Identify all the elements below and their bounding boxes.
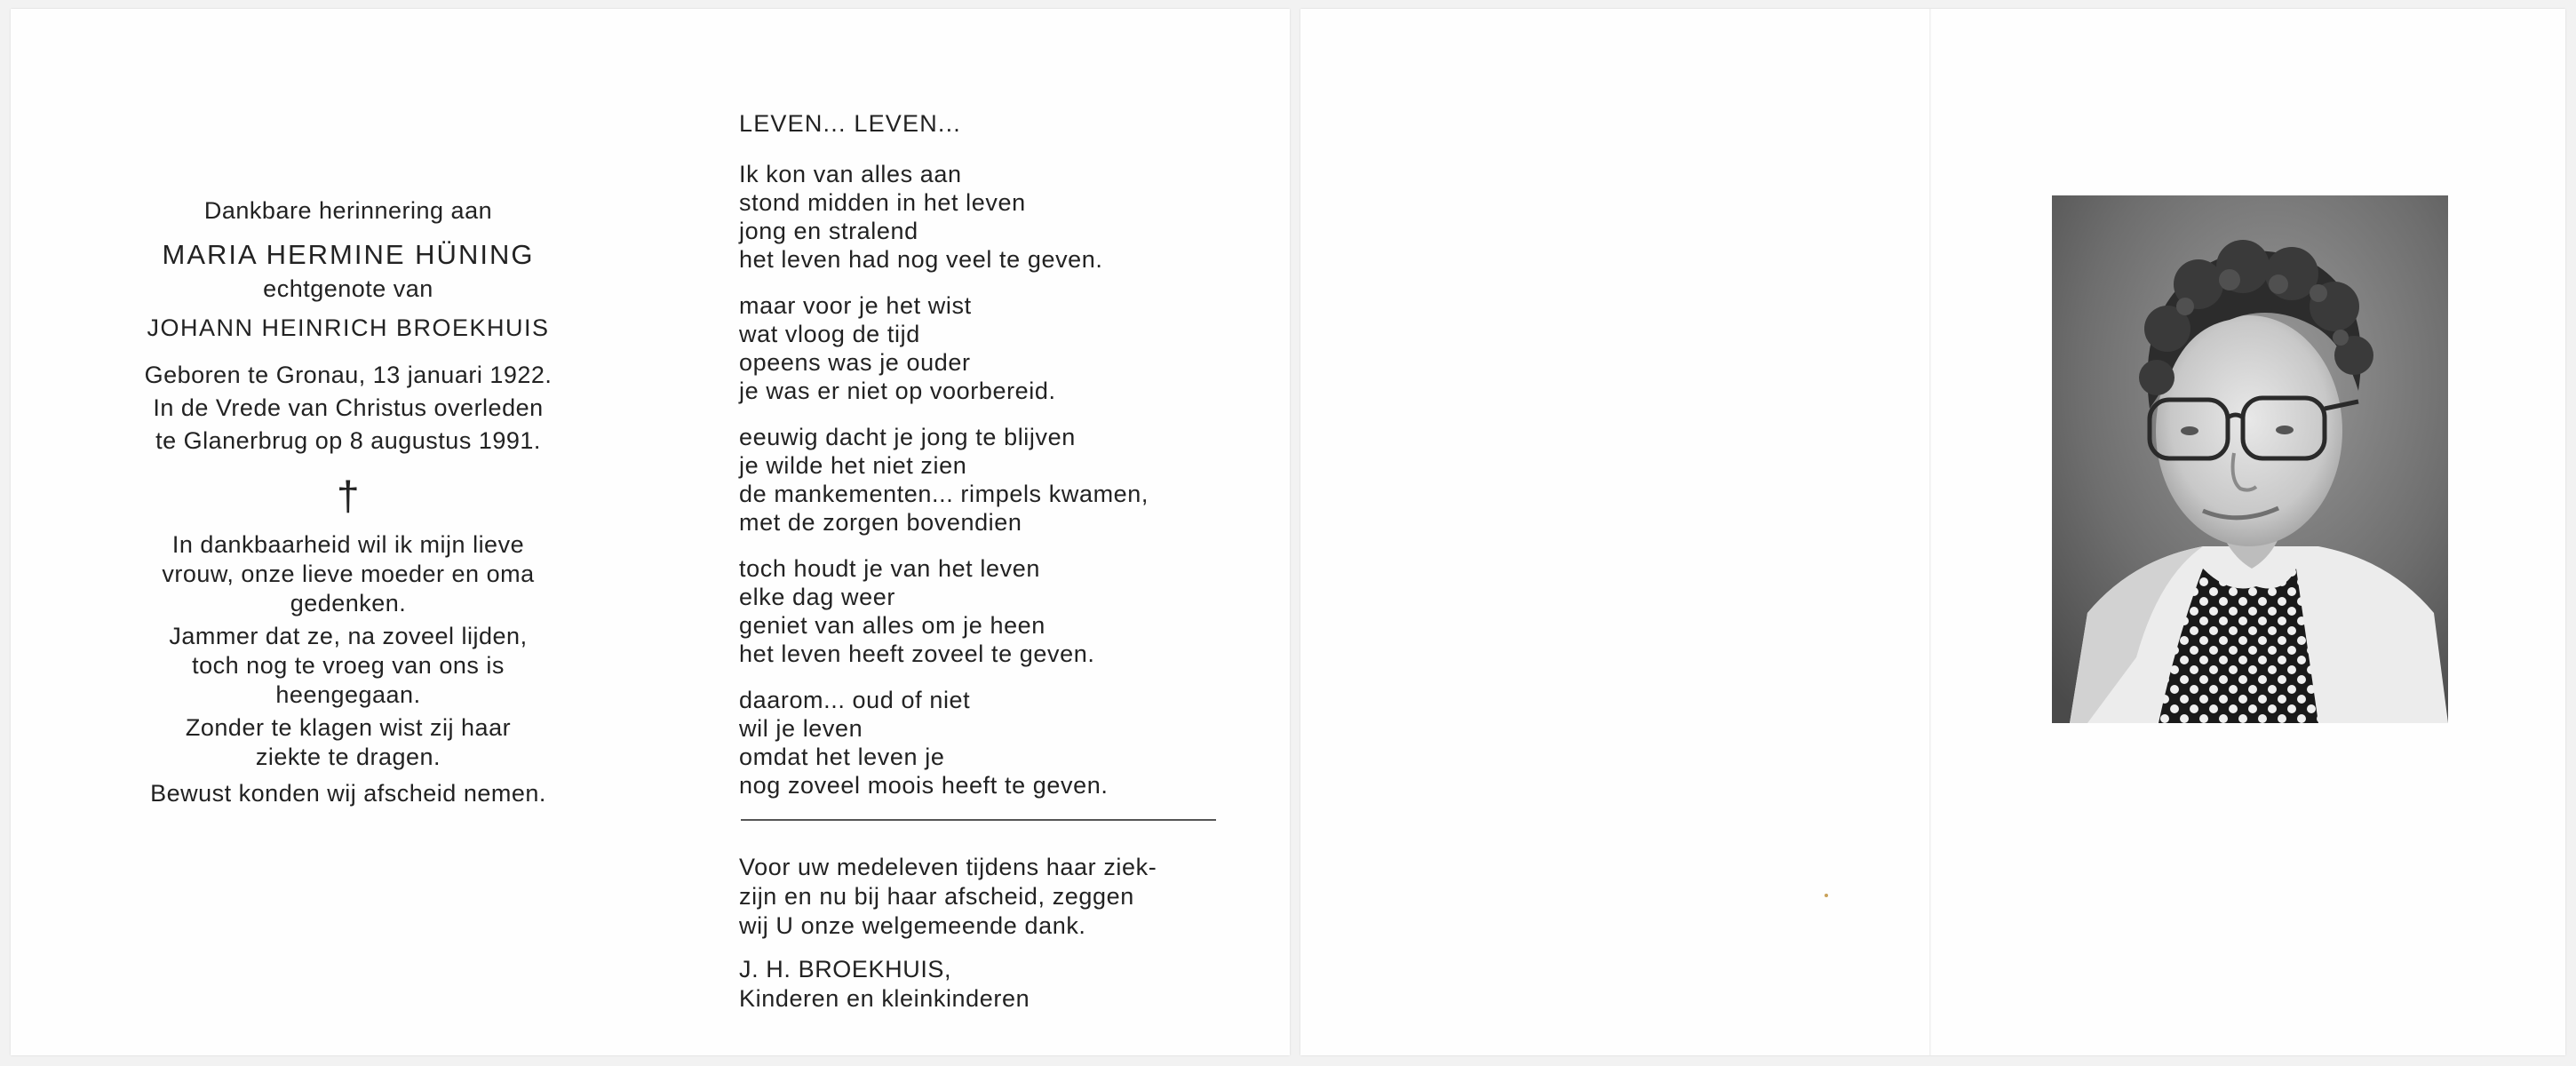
- divider: [741, 819, 1216, 821]
- deceased-name: MARIA HERMINE HÜNING: [162, 239, 535, 270]
- poem-line: omdat het leven je: [739, 744, 945, 770]
- poem-line: wil je leven: [739, 715, 863, 742]
- poem-stanza-5: [739, 686, 1236, 800]
- paragraph-line: ziekte te dragen.: [255, 744, 441, 770]
- poem-line: stond midden in het leven: [739, 189, 1026, 216]
- poem-stanza-1: [739, 160, 1236, 274]
- poem-line: nog zoveel moois heeft te geven.: [739, 772, 1109, 799]
- poem-line: de mankementen... rimpels kwamen,: [739, 481, 1149, 507]
- memorial-card-inside: [11, 9, 1290, 1055]
- paper-speck: [1825, 894, 1828, 897]
- poem-line: elke dag weer: [739, 584, 895, 610]
- poem-line: Ik kon van alles aan: [739, 161, 962, 187]
- thanks-line: wij U onze welgemeende dank.: [739, 912, 1086, 939]
- paragraph-line: toch nog te vroeg van ons is: [192, 652, 505, 679]
- signature-family: Kinderen en kleinkinderen: [739, 985, 1030, 1012]
- thanks-line: zijn en nu bij haar afscheid, zeggen: [739, 883, 1134, 910]
- poem-line: eeuwig dacht je jong te blijven: [739, 424, 1076, 450]
- paragraph-line: Jammer dat ze, na zoveel lijden,: [169, 623, 528, 649]
- paragraph-line: Zonder te klagen wist zij haar: [185, 714, 512, 741]
- poem-line: je was er niet op voorbereid.: [739, 378, 1056, 404]
- paragraph-line: vrouw, onze lieve moeder en oma: [162, 561, 535, 587]
- poem-stanza-4: [739, 554, 1236, 668]
- poem-line: daarom... oud of niet: [739, 687, 971, 713]
- birth-line: Geboren te Gronau, 13 januari 1922.: [144, 362, 553, 388]
- poem-line: geniet van alles om je heen: [739, 612, 1046, 639]
- signature-name: J. H. BROEKHUIS,: [739, 956, 952, 982]
- poem-line: maar voor je het wist: [739, 292, 972, 319]
- signature: [739, 955, 1236, 1014]
- poem-stanza-3: [739, 423, 1236, 537]
- poem: [739, 108, 1236, 1014]
- poem-stanza-2: [739, 291, 1236, 405]
- spouse-label: echtgenote van: [263, 275, 433, 302]
- memorial-card-outside: [1300, 9, 2565, 1055]
- memorial-paragraph-1: [95, 530, 601, 618]
- memorial-paragraph-3: [95, 713, 601, 772]
- memorial-paragraph-4: [95, 779, 601, 808]
- poem-line: het leven heeft zoveel te geven.: [739, 640, 1095, 667]
- life-dates: [95, 359, 601, 457]
- death-line-1: In de Vrede van Christus overleden: [153, 394, 544, 421]
- poem-line: het leven had nog veel te geven.: [739, 246, 1103, 273]
- poem-line: opeens was je ouder: [739, 349, 971, 376]
- death-line-2: te Glanerbrug op 8 augustus 1991.: [155, 427, 541, 454]
- paragraph-line: heengegaan.: [275, 681, 421, 708]
- thanks-note: [739, 853, 1236, 941]
- paragraph-line: Bewust konden wij afscheid nemen.: [150, 780, 546, 807]
- paragraph-line: gedenken.: [290, 590, 407, 617]
- memorial-paragraph-2: [95, 622, 601, 710]
- poem-line: met de zorgen bovendien: [739, 509, 1022, 536]
- intro-line: Dankbare herinnering aan: [203, 197, 493, 224]
- poem-line: wat vloog de tijd: [739, 321, 920, 347]
- poem-line: jong en stralend: [739, 218, 918, 244]
- cross-icon: †: [336, 473, 361, 519]
- thanks-line: Voor uw medeleven tijdens haar ziek-: [739, 854, 1157, 880]
- paragraph-line: In dankbaarheid wil ik mijn lieve: [171, 531, 525, 558]
- memorial-text: [95, 195, 601, 812]
- portrait-photo: [2052, 195, 2448, 723]
- poem-title: LEVEN... LEVEN...: [739, 110, 961, 137]
- poem-line: je wilde het niet zien: [739, 452, 967, 479]
- spouse-name: JOHANN HEINRICH BROEKHUIS: [147, 314, 550, 341]
- card-fold-line: [1929, 9, 1931, 1055]
- poem-line: toch houdt je van het leven: [739, 555, 1040, 582]
